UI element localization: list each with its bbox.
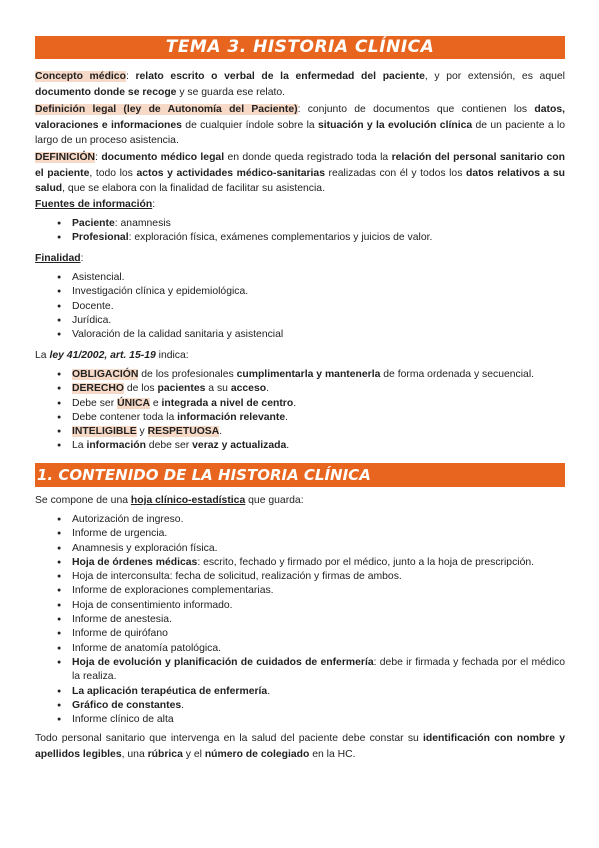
bold-text: situación y la evolución clínica	[317, 119, 473, 131]
text: .	[286, 440, 290, 452]
highlight-text: DERECHO	[72, 383, 124, 395]
text: Debe contener toda la	[72, 411, 178, 423]
text: , todo los	[89, 167, 137, 179]
definicion-legal-paragraph	[35, 102, 565, 149]
list-item	[35, 685, 565, 699]
bold-text: actos y actividades médico-sanitarias	[136, 167, 325, 179]
text: de los	[123, 383, 158, 395]
list-item	[35, 368, 565, 382]
highlight-text: RESPETUOSA	[147, 426, 220, 438]
concepto-label: Concepto médico	[35, 71, 126, 82]
text: indica:	[155, 350, 189, 361]
text: de forma ordenada y secuencial.	[380, 369, 535, 380]
bold-text: Paciente	[72, 218, 115, 229]
highlight-text: OBLIGACIÓN	[72, 369, 139, 380]
highlight-text: INTELIGIBLE	[72, 426, 137, 438]
list-item	[35, 642, 565, 656]
bold-text: pacientes	[157, 383, 206, 395]
list-item	[35, 599, 565, 613]
text: .	[267, 685, 271, 697]
text: Debe ser	[72, 397, 118, 409]
text: : debe ir firmada y fechada por el médico la realiza.	[72, 656, 565, 683]
text: Informe clínico de alta	[72, 714, 174, 726]
bold-text: rúbrica	[147, 748, 183, 760]
list-item	[35, 713, 565, 727]
text: Anamnesis y exploración física.	[72, 542, 218, 554]
finalidad-heading-text: Finalidad	[35, 253, 81, 264]
text: debe ser	[145, 440, 193, 452]
text: , y por extensión, es aquel	[424, 71, 565, 82]
list-item: ● Jurídica.	[35, 314, 565, 328]
section1-intro	[35, 493, 565, 509]
text: .	[219, 426, 223, 438]
text: .	[285, 411, 289, 423]
list-item	[35, 411, 565, 425]
highlight-text: ÚNICA	[117, 397, 150, 409]
fuentes-heading-text: Fuentes de información	[35, 199, 153, 210]
text: e	[149, 397, 162, 409]
bold-text: datos relativos a su salud	[35, 167, 565, 194]
text: Informe de anestesia.	[72, 614, 172, 626]
text: : anamnesis	[114, 218, 171, 229]
text: Hoja de interconsulta: fecha de solicitud, realización y firmas de ambos.	[72, 571, 402, 583]
bold-text: información relevante	[177, 411, 286, 423]
text: Informe de quirófano	[72, 628, 168, 640]
text: .	[181, 699, 185, 711]
definicion-paragraph	[35, 150, 565, 197]
bold-text: información	[86, 440, 146, 452]
list-item	[35, 439, 565, 453]
text: Informe de anatomía patológica.	[72, 642, 222, 654]
bold-text: cumplimentarla y mantenerla	[236, 369, 381, 380]
list-item	[35, 217, 565, 231]
text: Se compone de una	[35, 495, 131, 506]
bold-text: relación del personal sanitario con el paciente	[35, 152, 565, 179]
text: La	[72, 440, 87, 452]
list-item	[35, 656, 565, 685]
text: en la HC.	[309, 748, 356, 760]
ley-reference: ley 41/2002, art. 15-19	[49, 350, 156, 361]
list-item	[35, 382, 565, 396]
text: a su	[205, 383, 231, 395]
list-item	[35, 231, 565, 245]
list-item	[35, 542, 565, 556]
list-item	[35, 556, 565, 570]
text: .	[266, 383, 269, 395]
text: :	[152, 199, 156, 210]
text: de un paciente a lo largo de un proceso asistencia.	[35, 119, 566, 146]
list-item	[35, 397, 565, 411]
list-item	[35, 570, 565, 584]
fuentes-heading	[35, 197, 565, 213]
definicion-label: DEFINICIÓN	[35, 152, 96, 163]
text: , una	[121, 748, 148, 760]
text: :	[125, 71, 136, 82]
definicion-legal-label: Definición legal (ley de Autonomía del Paciente)	[35, 104, 298, 115]
text: : exploración física, exámenes complementarios y juicios de valor.	[128, 232, 433, 244]
text: Autorización de ingreso.	[72, 514, 184, 525]
closing-paragraph	[35, 731, 565, 762]
page-title: TEMA 3. HISTORIA CLÍNICA	[35, 36, 565, 59]
text: Informe de urgencia.	[72, 528, 168, 540]
text: :	[95, 152, 102, 163]
concepto-bold1: relato escrito o verbal de la enfermedad del paciente	[135, 71, 425, 82]
ley-list	[35, 368, 565, 454]
text: .	[293, 397, 297, 409]
bold-text: Hoja de evolución y planificación de cuidados de enfermería	[72, 656, 374, 668]
concepto-paragraph	[35, 69, 565, 100]
list-item	[35, 584, 565, 598]
hoja-clinico-estadistica: hoja clínico-estadística	[130, 495, 246, 506]
list-item: ● Asistencial.	[35, 271, 565, 285]
list-item	[35, 699, 565, 713]
list-item: ● Valoración de la calidad sanitaria y asistencial	[35, 328, 565, 342]
text: de los profesionales	[138, 369, 237, 380]
text: La	[35, 350, 50, 361]
bold-text: identificación con nombre y apellidos legibles	[35, 733, 565, 760]
finalidad-list	[35, 271, 565, 342]
bold-text: integrada a nivel de centro	[161, 397, 294, 409]
contenido-list	[35, 513, 565, 727]
text: , que se elabora con la finalidad de facilitar su asistencia.	[62, 183, 325, 194]
ley-intro	[35, 348, 565, 364]
text: y	[136, 426, 148, 438]
text: : conjunto de documentos que contienen los	[297, 104, 535, 115]
list-item	[35, 613, 565, 627]
text: realizadas con él y todos los	[324, 167, 466, 179]
text: :	[80, 253, 84, 264]
text: y el	[182, 748, 205, 760]
bold-text: Gráfico de constantes	[72, 699, 182, 711]
text: Informe de exploraciones complementarias.	[72, 585, 274, 597]
bold-text: acceso	[230, 383, 267, 395]
bold-text: Hoja de órdenes médicas	[72, 556, 198, 568]
list-item	[35, 527, 565, 541]
section-title: 1. CONTENIDO DE LA HISTORIA CLÍNICA	[35, 463, 565, 487]
list-item: ● Docente.	[35, 300, 565, 314]
list-item: ● Investigación clínica y epidemiológica.	[35, 285, 565, 299]
finalidad-heading	[35, 251, 565, 267]
text: : escrito, fechado y firmado por el médico, junto a la hoja de prescripción.	[197, 556, 535, 568]
text: Hoja de consentimiento informado.	[72, 599, 233, 611]
bold-text: veraz y actualizada	[192, 440, 287, 452]
text: que guarda:	[245, 495, 304, 506]
bold-text: número de colegiado	[204, 748, 310, 760]
list-item	[35, 513, 565, 527]
text: en donde queda registrado toda la	[224, 152, 392, 163]
fuentes-list	[35, 217, 565, 246]
text: Todo personal sanitario que intervenga en la salud del paciente debe constar su	[35, 733, 424, 744]
bold-text: Profesional	[72, 232, 129, 244]
bold-text: datos, valoraciones e informaciones	[35, 104, 565, 131]
list-item	[35, 425, 565, 439]
text: y se guarda ese relato.	[176, 86, 286, 98]
list-item	[35, 627, 565, 641]
text: de cualquier índole sobre la	[181, 119, 318, 131]
bold-text: La aplicación terapéutica de enfermería	[72, 685, 268, 697]
concepto-bold2: documento donde se recoge	[35, 86, 177, 98]
bold-text: documento médico legal	[101, 152, 225, 163]
